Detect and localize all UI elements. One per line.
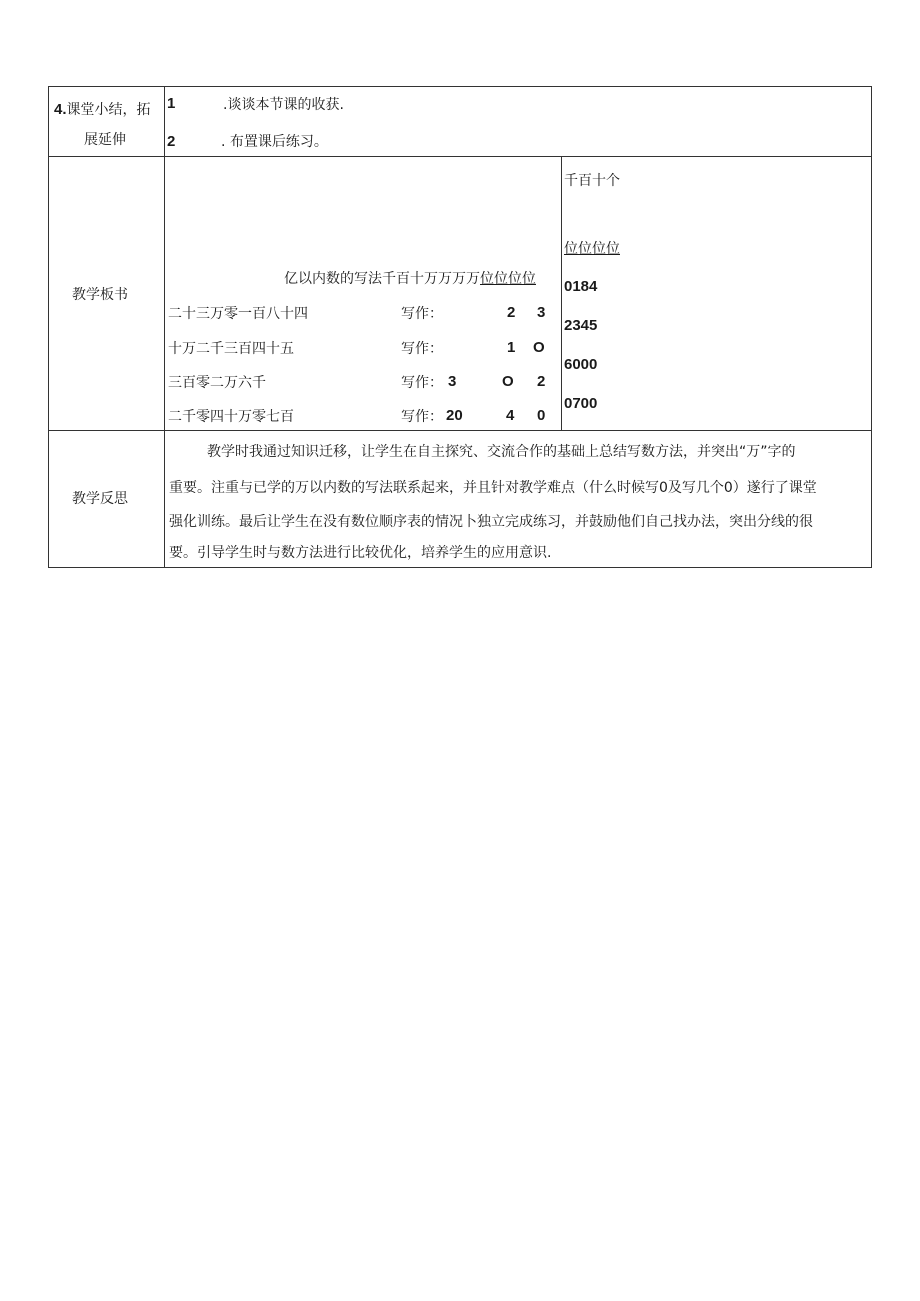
board-row-words: 二千零四十万零七百 — [168, 409, 294, 425]
board-row-tail: 0700 — [564, 395, 598, 412]
board-row-digit: O — [502, 373, 514, 390]
board-row-digit: O — [533, 339, 545, 356]
reflection-line: 重要。注重与已学的万以内数的写法联系起来，并且针对教学难点（什么时候写0及写几个0）遂行了课堂 — [169, 480, 817, 496]
board-row-digit: 3 — [537, 304, 546, 321]
table-row-divider — [48, 430, 872, 431]
board-row-write-label: 写作： — [401, 306, 443, 322]
board-row-words: 十万二千三百四十五 — [168, 341, 294, 357]
board-label: 教学板书 — [72, 287, 128, 303]
board-row-digit: 4 — [506, 407, 515, 424]
summary-item-text: . 布置课后练习。 — [221, 134, 328, 150]
table-border-left — [48, 86, 49, 568]
board-row-digit: 1 — [507, 339, 516, 356]
board-row-digit: 2 — [507, 304, 516, 321]
board-row-digit: 2 — [537, 373, 546, 390]
board-row-write-label: 写作： — [401, 409, 443, 425]
table-column-divider — [164, 86, 165, 568]
board-title-units: 位位位位 — [480, 271, 536, 287]
table-border-bottom — [48, 567, 872, 568]
board-row-digit: 3 — [448, 373, 457, 390]
table-row-divider — [48, 156, 872, 157]
table-border-right — [871, 86, 872, 568]
board-row-write-label: 写作： — [401, 341, 443, 357]
reflection-line: 强化训练。最后让学生在没有数位顺序表的情况卜独立完成练习，并鼓励他们自己找办法，突出分线的很 — [169, 514, 813, 530]
board-header-units: 位位位位 — [564, 241, 620, 257]
board-row-digit: 0 — [537, 407, 546, 424]
summary-item-number: 1 — [167, 95, 176, 112]
board-row-write-label: 写作： — [401, 375, 443, 391]
board-row-digit: 20 — [446, 407, 463, 424]
summary-label — [54, 101, 151, 119]
board-row-tail: 6000 — [564, 356, 598, 373]
summary-label-line2: 展延伸 — [84, 132, 126, 148]
summary-label-number: 4. — [54, 101, 67, 118]
reflection-line: 要。引导学生时与数方法进行比较优化，培养学生的应用意识. — [169, 545, 552, 561]
board-header-top: 千百十个 — [564, 173, 620, 189]
reflection-line: 教学时我通过知识迁移，让学生在自主探究、交流合作的基础上总结写数方法，并突出“万”字的 — [207, 444, 796, 460]
reflection-label: 教学反思 — [72, 491, 128, 507]
board-title-prefix: 亿以内数的写法千百十万万万万 — [284, 271, 480, 287]
summary-item-text: .谈谈本节课的收获. — [223, 97, 344, 113]
board-row-tail: 2345 — [564, 317, 598, 334]
summary-label-line1: 课堂小结，拓 — [66, 102, 151, 118]
board-title — [284, 270, 536, 288]
board-row-tail: 0184 — [564, 278, 598, 295]
summary-item-number: 2 — [167, 133, 176, 150]
board-row-words: 三百零二万六千 — [168, 375, 266, 391]
board-inner-divider — [561, 156, 562, 430]
table-border-top — [48, 86, 872, 87]
board-row-words: 二十三万零一百八十四 — [168, 306, 308, 322]
